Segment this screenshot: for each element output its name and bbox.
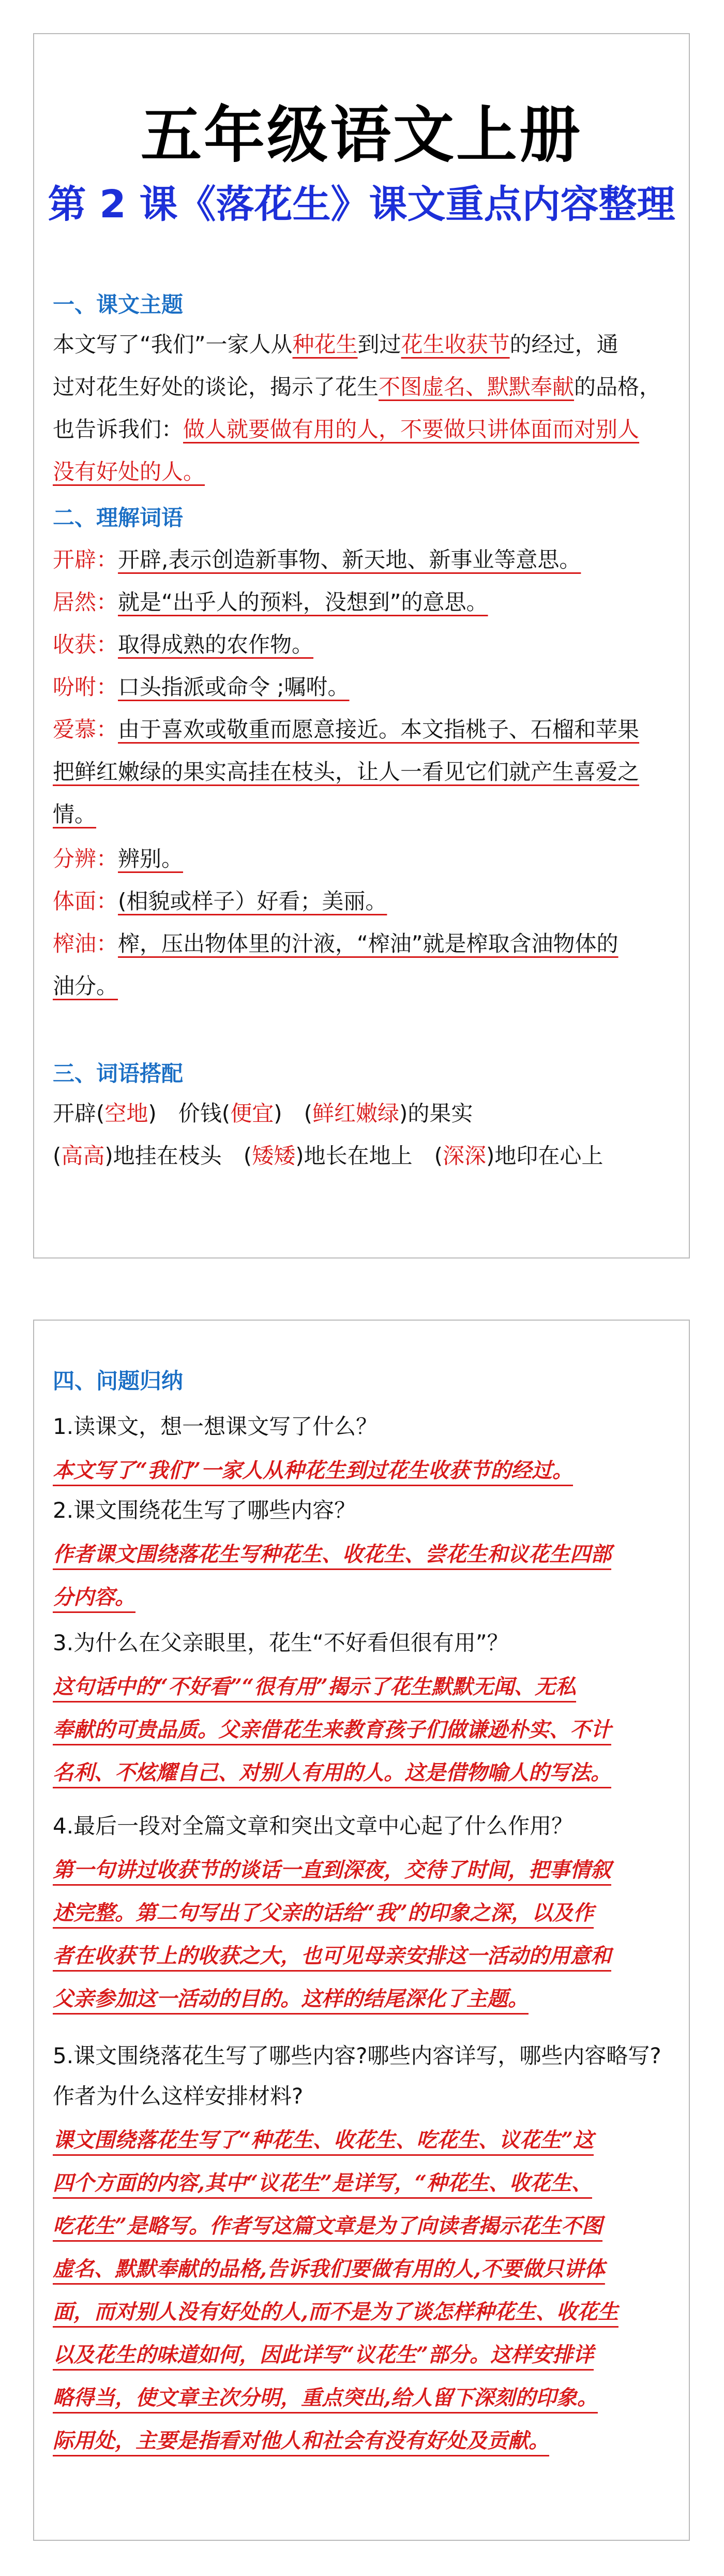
vocab-term: 爱慕： <box>53 717 118 742</box>
vocab-definition: 辨别。 <box>118 846 184 871</box>
question-text: 5.课文围绕落花生写了哪些内容?哪些内容详写，哪些内容略写? <box>53 2043 661 2068</box>
vocab-definition: 就是“出乎人的预料，没想到”的意思。 <box>118 589 488 615</box>
page-subtitle: 第 2 课《落花生》课文重点内容整理 <box>48 182 675 227</box>
vocab-definition: 取得成熟的农作物。 <box>118 632 314 657</box>
page-card-1 <box>33 33 690 1259</box>
vocab-term: 体面： <box>53 889 118 914</box>
question-text: 4.最后一段对全篇文章和突出文章中心起了什么作用？ <box>53 1813 574 1839</box>
vocab-term: 榨油： <box>53 931 118 956</box>
question-text: 作者为什么这样安排材料? <box>53 2083 304 2109</box>
vocab-item <box>53 799 670 830</box>
section-heading-vocab: 二、理解词语 <box>53 505 184 530</box>
vocab-definition: 油分。 <box>53 973 118 999</box>
answer-line: 际用处，主要是指看对他人和社会有没有好处及贡献。 <box>53 2429 549 2453</box>
vocab-item <box>53 757 670 788</box>
answer-line: 第一句讲过收获节的谈话一直到深夜，交待了时间，把事情叙 <box>53 1858 611 1882</box>
question-text: 3.为什么在父亲眼里，花生“不好看但很有用”？ <box>53 1630 509 1655</box>
answer-line: 者在收获节上的收获之大，也可见母亲安排这一活动的用意和 <box>53 1944 611 1968</box>
answer-line: 父亲参加这一活动的目的。这样的结尾深化了主题。 <box>53 1987 529 2011</box>
vocab-definition: 情。 <box>53 802 97 827</box>
answer-line: 奉献的可贵品质。父亲借花生来教育孩子们做谦逊朴实、不计 <box>53 1718 611 1742</box>
vocab-term: 吩咐： <box>53 674 118 700</box>
vocab-term: 开辟： <box>53 547 118 572</box>
vocab-definition: 榨，压出物体里的汁液，“榨油”就是榨取含油物体的 <box>118 931 619 956</box>
vocab-term: 分辨： <box>53 846 118 871</box>
answer-line: 述完整。第二句写出了父亲的话给“我”的印象之深，以及作 <box>53 1901 594 1925</box>
theme-line-2: 过对花生好处的谈论，揭示了花生不图虚名、默默奉献的品格， <box>53 374 661 399</box>
vocab-item <box>53 672 670 703</box>
vocab-item <box>53 587 670 618</box>
vocab-item <box>53 629 670 660</box>
answer-line: 这句话中的“不好看”“很有用”揭示了花生默默无闻、无私 <box>53 1675 577 1699</box>
theme-line-1: 本文写了“我们”一家人从种花生到过花生收获节的经过，通 <box>53 332 619 357</box>
answer-line: 略得当，使文章主次分明，重点突出,给人留下深刻的印象。 <box>53 2386 598 2410</box>
theme-line-3: 也告诉我们：做人就要做有用的人，不要做只讲体面而对别人 <box>53 417 640 442</box>
collocation-row-1: 开辟(空地) 价钱(便宜) (鲜红嫩绿)的果实 <box>53 1101 473 1126</box>
vocab-item <box>53 843 670 875</box>
answer-line: 面，而对别人没有好处的人,而不是为了谈怎样种花生、收花生 <box>53 2300 619 2324</box>
section-heading-collocation: 三、词语搭配 <box>53 1061 184 1086</box>
vocab-definition: 口头指派或命令 ;嘱咐。 <box>118 674 350 700</box>
vocab-definition: 由于喜欢或敬重而愿意接近。本文指桃子、石榴和苹果 <box>118 717 640 742</box>
answer-line: 本文写了“我们”一家人从种花生到过花生收获节的经过。 <box>53 1458 574 1483</box>
vocab-item <box>53 544 670 575</box>
vocab-item <box>53 971 670 1002</box>
answer-line: 分内容。 <box>53 1585 135 1609</box>
answer-line: 吃花生”是略写。作者写这篇文章是为了向读者揭示花生不图 <box>53 2214 603 2238</box>
answer-line: 以及花生的味道如何，因此详写“议花生”部分。这样安排详 <box>53 2343 594 2367</box>
vocab-item <box>53 886 670 917</box>
answer-line: 名利、不炫耀自己、对别人有用的人。这是借物喻人的写法。 <box>53 1760 611 1785</box>
theme-line-4: 没有好处的人。 <box>53 459 205 484</box>
answer-line: 四个方面的内容,其中“议花生”是详写，“种花生、收花生、 <box>53 2171 592 2195</box>
vocab-term: 收获： <box>53 632 118 657</box>
section-heading-questions: 四、问题归纳 <box>53 1368 184 1394</box>
page-card-2 <box>33 1320 690 2541</box>
vocab-item <box>53 714 670 745</box>
question-text: 1.读课文，想一想课文写了什么？ <box>53 1414 378 1439</box>
page-title: 五年级语文上册 <box>140 99 582 171</box>
section-heading-theme: 一、课文主题 <box>53 292 184 317</box>
vocab-definition: (相貌或样子）好看；美丽。 <box>118 889 387 914</box>
vocab-definition: 开辟,表示创造新事物、新天地、新事业等意思。 <box>118 547 581 572</box>
vocab-term: 居然： <box>53 589 118 615</box>
answer-line: 课文围绕落花生写了“种花生、收花生、吃花生、议花生”这 <box>53 2128 594 2152</box>
answer-line: 作者课文围绕落花生写种花生、收花生、尝花生和议花生四部 <box>53 1542 611 1566</box>
vocab-definition: 把鲜红嫩绿的果实高挂在枝头，让人一看见它们就产生喜爱之 <box>53 759 640 784</box>
answer-line: 虚名、默默奉献的品格,告诉我们要做有用的人,不要做只讲体 <box>53 2257 605 2281</box>
vocab-item <box>53 928 670 959</box>
collocation-row-2: (高高)地挂在枝头 (矮矮)地长在地上 (深深)地印在心上 <box>53 1143 604 1168</box>
question-text: 2.课文围绕花生写了哪些内容？ <box>53 1498 356 1523</box>
